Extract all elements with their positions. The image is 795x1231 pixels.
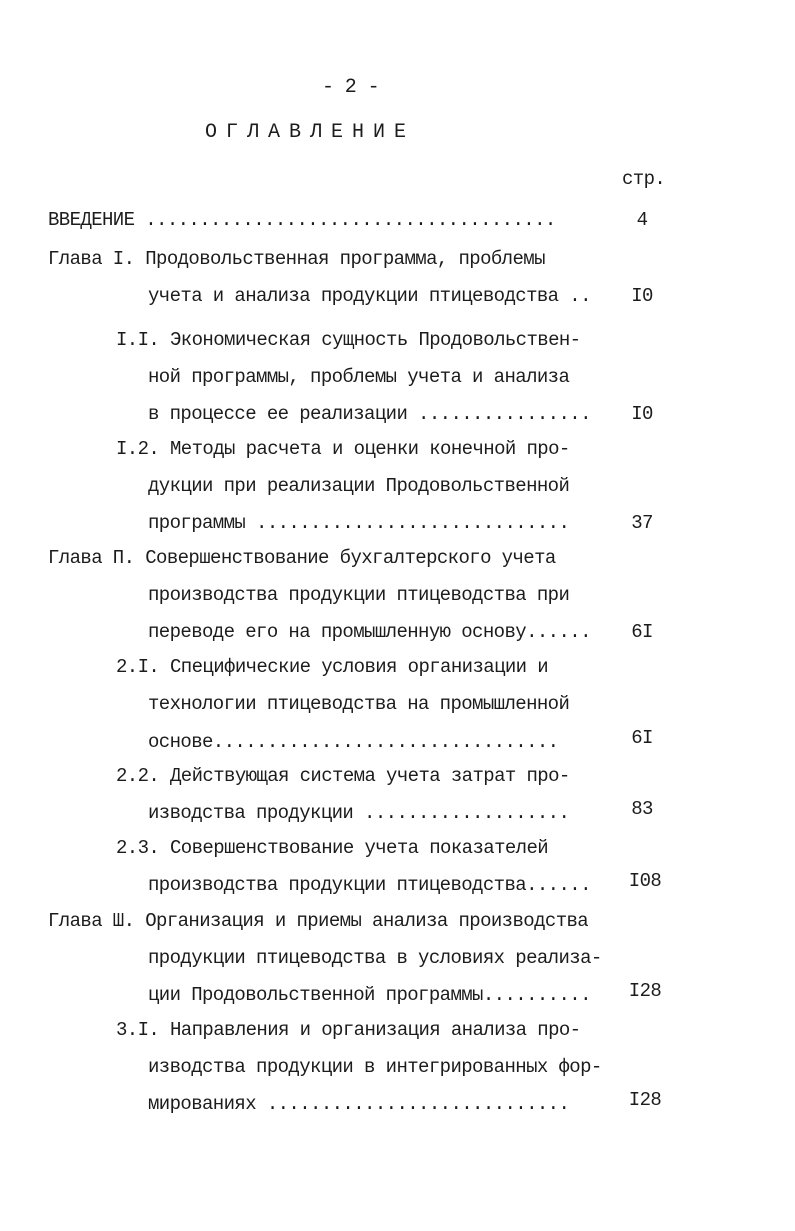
toc-line: мированиях ............................ [148, 1093, 570, 1115]
toc-page: I08 [628, 870, 662, 892]
toc-line: Глава Ш. Организация и приемы анализа производства [48, 910, 589, 932]
page-number: - 2 - [322, 76, 380, 99]
toc-page: 6I [631, 727, 653, 749]
toc-line: Глава I. Продовольственная программа, проблемы [48, 248, 545, 270]
toc-line: производства продукции птицеводства...... [148, 874, 591, 896]
toc-line: учета и анализа продукции птицеводства .. [148, 285, 591, 307]
toc-line: 2.2. Действующая система учета затрат про- [116, 765, 570, 787]
page-column-label: стр. [622, 168, 666, 190]
toc-page: 6I [631, 621, 653, 643]
toc-line: дукции при реализации Продовольственной [148, 475, 570, 497]
toc-line: технологии птицеводства на промышленной [148, 693, 570, 715]
toc-line: изводства продукции ................... [148, 802, 570, 824]
toc-line: программы ............................. [148, 512, 570, 534]
toc-line: ции Продовольственной программы.......... [148, 984, 591, 1006]
page-title: ОГЛАВЛЕНИЕ [205, 121, 416, 144]
toc-line: продукции птицеводства в условиях реализа- [148, 947, 602, 969]
toc-line: ной программы, проблемы учета и анализа [148, 366, 570, 388]
toc-line: 2.I. Специфические условия организации и [116, 656, 549, 678]
toc-line: I.2. Методы расчета и оценки конечной про- [116, 438, 570, 460]
toc-page: 37 [631, 512, 653, 534]
toc-page: I28 [628, 980, 662, 1002]
toc-line: 3.I. Направления и организация анализа про- [116, 1019, 581, 1041]
toc-line: в процессе ее реализации ................ [148, 403, 591, 425]
toc-line: ВВЕДЕНИЕ ...................................... [48, 209, 556, 231]
toc-line: изводства продукции в интегрированных фор- [148, 1056, 602, 1078]
toc-line: переводе его на промышленную основу...... [148, 621, 591, 643]
toc-page: I0 [631, 285, 653, 307]
toc-page: 83 [631, 798, 653, 820]
toc-line: 2.3. Совершенствование учета показателей [116, 837, 549, 859]
toc-page: I28 [628, 1089, 662, 1111]
toc-page: 4 [636, 209, 648, 231]
toc-line: основе................................ [148, 731, 559, 753]
toc-page: I0 [631, 403, 653, 425]
toc-line: производства продукции птицеводства при [148, 584, 570, 606]
toc-line: Глава П. Совершенствование бухгалтерского учета [48, 547, 556, 569]
toc-line: I.I. Экономическая сущность Продовольствен- [116, 329, 581, 351]
